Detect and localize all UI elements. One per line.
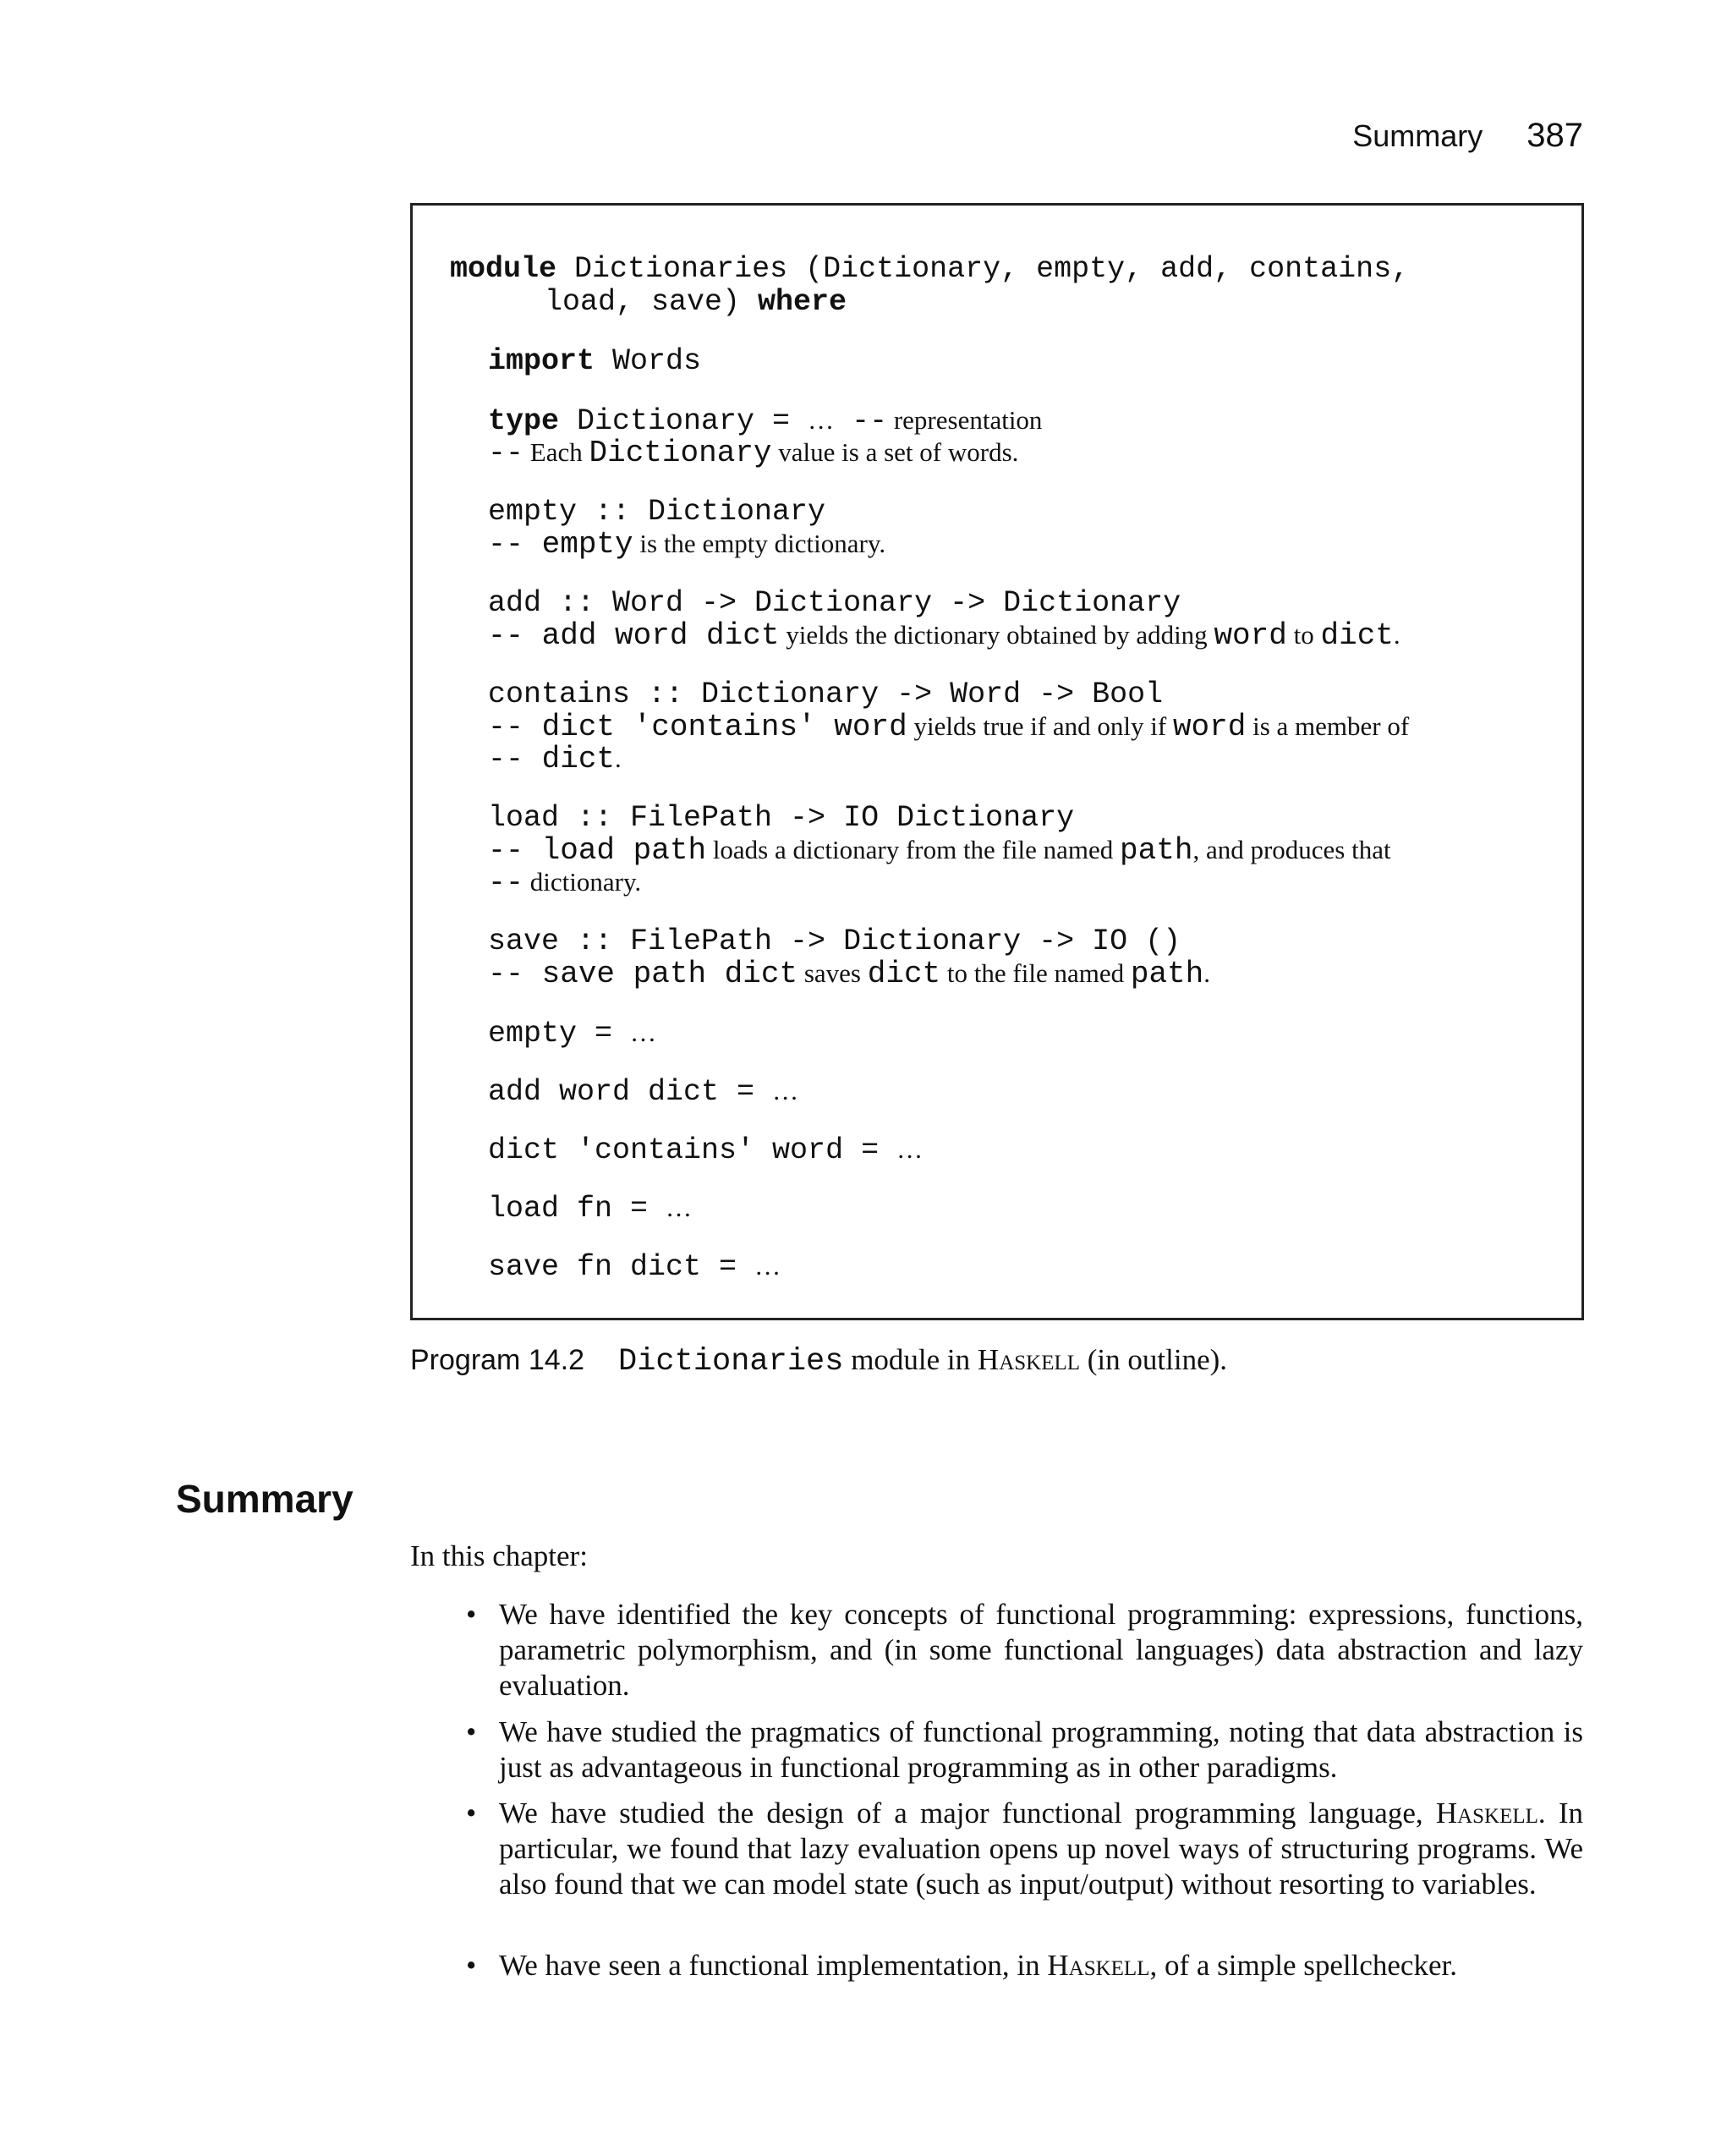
code-comment-contains-1: -- dict 'contains' word yields true if and only if word is a member of xyxy=(488,710,1410,744)
code-line-contains-signature: contains :: Dictionary -> Word -> Bool xyxy=(488,678,1164,711)
code-line-import: import Words xyxy=(488,344,702,378)
code-comment-empty: -- empty is the empty dictionary. xyxy=(488,527,886,562)
caption-language: Haskell xyxy=(977,1343,1081,1376)
code-line-save-signature: save :: FilePath -> Dictionary -> IO () xyxy=(488,924,1181,958)
running-header-title: Summary xyxy=(1352,118,1483,153)
code-comment-save: -- save path dict saves dict to the file named path. xyxy=(488,957,1211,991)
running-header xyxy=(1352,117,1583,155)
code-line-type: type Dictionary = … -- representation xyxy=(488,404,1043,438)
code-line-def-add: add word dict = … xyxy=(488,1075,799,1109)
code-line-add-signature: add :: Word -> Dictionary -> Dictionary xyxy=(488,586,1181,620)
bullet-text: We have studied the design of a major functional programming language, Haskell. In particular, we found that lazy evaluation opens up novel ways of structuring programs. We also found that we can model state (such as input/output) without resorting to variables. xyxy=(499,1797,1584,1901)
code-comment-add: -- add word dict yields the dictionary obtained by adding word to dict. xyxy=(488,618,1400,653)
code-comment-contains-2: -- dict. xyxy=(488,742,622,776)
code-line-def-save: save fn dict = … xyxy=(488,1250,781,1284)
caption-module-name: Dictionaries xyxy=(618,1344,844,1380)
bullet-text: We have studied the pragmatics of functional programming, noting that data abstraction is just as advantageous in functional programming as in other paradigms. xyxy=(499,1715,1583,1784)
code-comment-load-1: -- load path loads a dictionary from the file named path, and produces that xyxy=(488,833,1391,868)
code-line-def-empty: empty = … xyxy=(488,1017,657,1051)
bullet-text: We have identified the key concepts of functional programming: expressions, functions, parametric polymorphism, and (in some functional languages) data abstraction and lazy evaluation. xyxy=(499,1598,1583,1702)
code-line-def-load: load fn = … xyxy=(488,1192,693,1226)
page-number: 387 xyxy=(1526,117,1583,154)
code-line-exports: load, save) where xyxy=(545,285,847,319)
program-caption: Program 14.2 Dictionaries module in Haskell (in outline). xyxy=(410,1343,1228,1380)
caption-label: Program 14.2 xyxy=(410,1344,584,1376)
summary-intro: In this chapter: xyxy=(410,1539,588,1572)
code-line-load-signature: load :: FilePath -> IO Dictionary xyxy=(488,801,1075,835)
program-listing xyxy=(410,203,1584,1320)
section-heading: Summary xyxy=(176,1477,354,1521)
bullet-text: We have seen a functional implementation, in Haskell, of a simple spellchecker. xyxy=(499,1949,1457,1982)
bullet-marker: • xyxy=(466,1949,477,1982)
bullet-marker: • xyxy=(466,1797,477,1830)
bullet-marker: • xyxy=(466,1598,477,1631)
code-line-def-contains: dict 'contains' word = … xyxy=(488,1133,924,1167)
code-line-module: module Dictionaries (Dictionary, empty, add, contains, xyxy=(450,252,1410,286)
code-line-empty-signature: empty :: Dictionary xyxy=(488,495,826,529)
code-comment-type: -- Each Dictionary value is a set of words. xyxy=(488,436,1019,470)
bullet-marker: • xyxy=(466,1715,477,1748)
code-comment-load-2: -- dictionary. xyxy=(488,866,642,900)
